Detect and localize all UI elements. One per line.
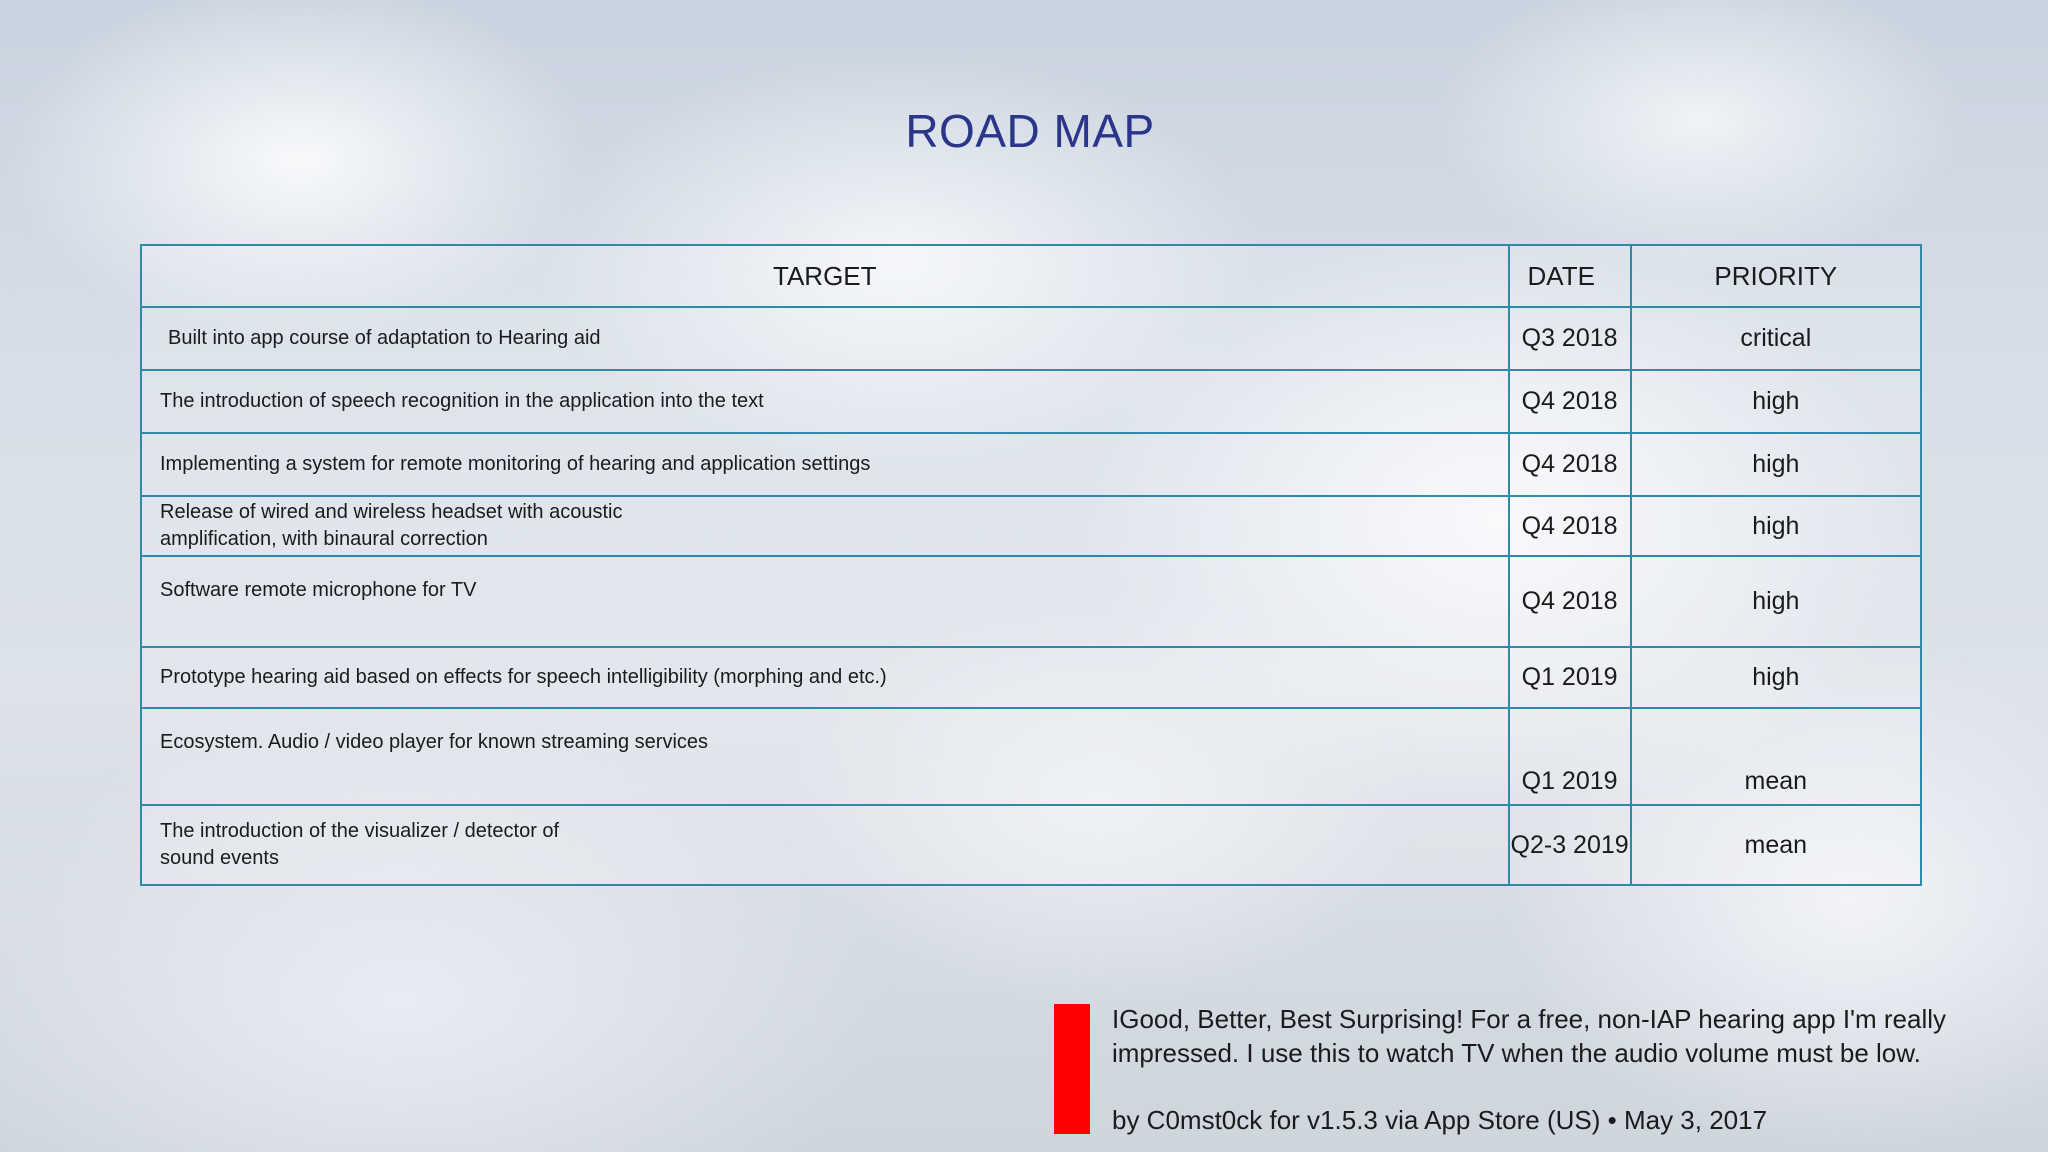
date-cell: Q4 2018 [1509,370,1631,433]
priority-cell: critical [1631,307,1921,370]
target-line: Built into app course of adaptation to Hearing aid [168,327,601,349]
target-cell [141,805,1509,885]
date-cell: Q4 2018 [1509,433,1631,496]
table-row [141,708,1921,805]
page-title: ROAD MAP [905,105,1155,157]
priority-cell: mean [1631,708,1921,805]
target-line: amplification, with binaural correction [160,528,488,550]
date-cell: Q4 2018 [1509,556,1631,647]
table-row [141,556,1921,647]
table-row [141,805,1921,885]
table-row [141,496,1921,556]
target-line: sound events [160,847,279,869]
target-line: Implementing a system for remote monitoring of hearing and application settings [160,453,871,475]
priority-cell: high [1631,556,1921,647]
date-cell: Q1 2019 [1509,708,1631,805]
target-line: Release of wired and wireless headset with acoustic [160,501,623,523]
priority-cell: high [1631,496,1921,556]
priority-cell: high [1631,433,1921,496]
date-cell: Q1 2019 [1509,647,1631,708]
priority-cell: mean [1631,805,1921,885]
target-cell [141,370,1509,433]
priority-cell: high [1631,370,1921,433]
target-cell [141,556,1509,647]
review-author: by C0mst0ck for v1.5.3 via App Store (US) • May 3, 2017 [1112,1105,1768,1135]
review-text: IGood, Better, Best Surprising! For a free, non-IAP hearing app I'm really impressed. I use this to watch TV when the audio volume must be low. [1112,1004,1947,1068]
target-cell [141,307,1509,370]
target-line: Software remote microphone for TV [160,579,477,601]
date-cell: Q4 2018 [1509,496,1631,556]
table-row [141,370,1921,433]
date-cell: Q3 2018 [1509,307,1631,370]
table-row [141,647,1921,708]
priority-cell: high [1631,647,1921,708]
header-priority: PRIORITY [1631,245,1921,307]
roadmap-table [140,244,1922,886]
target-cell [141,496,1509,556]
table-header-row [141,245,1921,307]
target-cell [141,647,1509,708]
header-target: TARGET [141,245,1509,307]
target-line: Ecosystem. Audio / video player for known streaming services [160,731,709,753]
target-line: The introduction of speech recognition in the application into the text [160,390,764,412]
target-line: Prototype hearing aid based on effects for speech intelligibility (morphing and etc.) [160,666,887,688]
target-cell [141,433,1509,496]
table-row [141,433,1921,496]
table-row [141,307,1921,370]
date-cell: Q2-3 2019 [1509,805,1631,885]
quote-accent-bar [1054,1004,1090,1134]
target-line: The introduction of the visualizer / detector of [160,820,560,842]
header-date: DATE [1509,245,1631,307]
target-cell [141,708,1509,805]
